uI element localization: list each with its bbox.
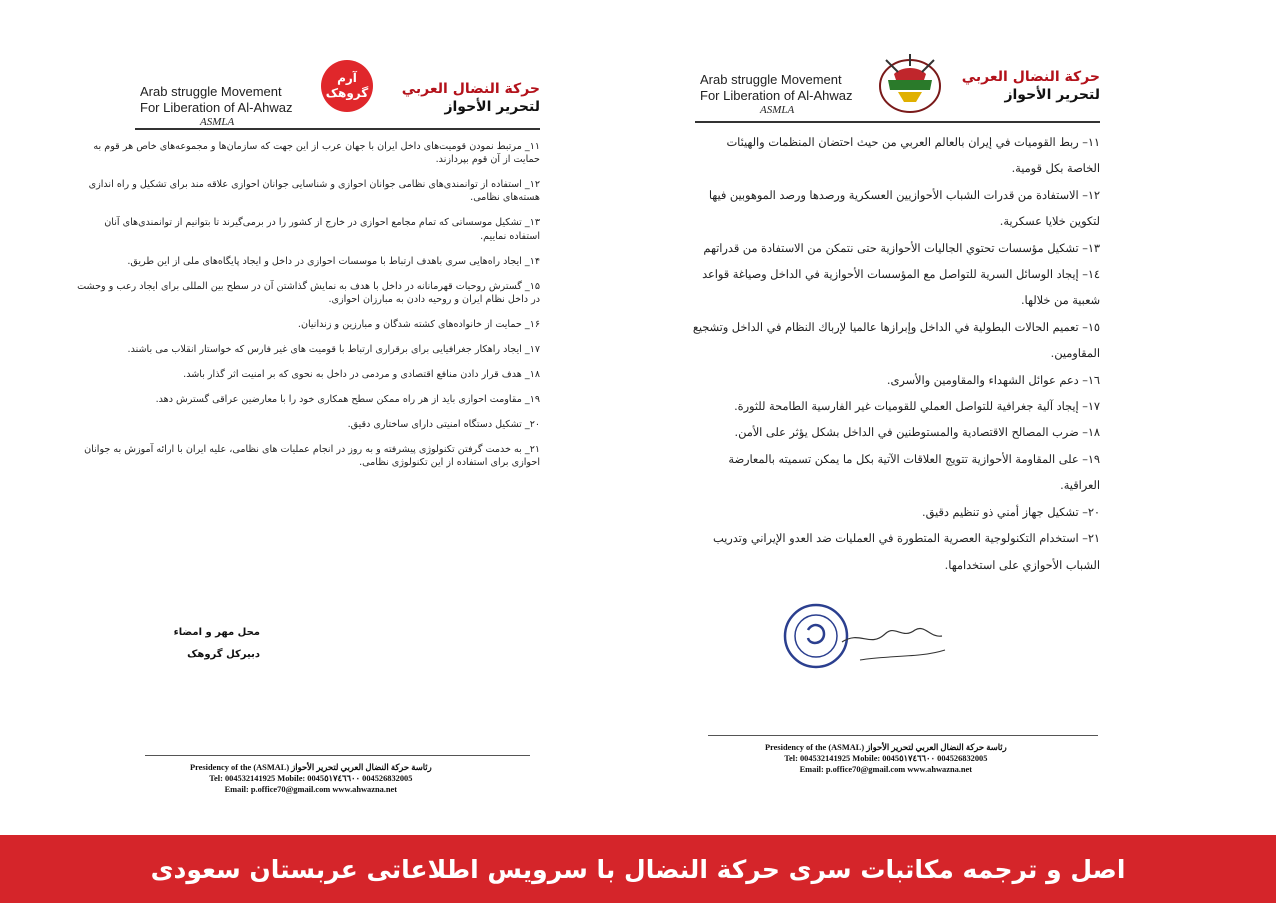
right-line: ١٣– تشكيل مؤسسات تحتوي الجاليات الأحوازية حتى نتمكن من الاستفادة من قدراتهم <box>703 241 1100 255</box>
right-header-en-line1: Arab struggle Movement <box>700 72 842 87</box>
left-header-arabic <box>380 80 540 116</box>
left-footer-line3: Email: p.office70@gmail.com www.ahwazna.net <box>224 785 398 794</box>
right-footer-line3: Email: p.office70@gmail.com www.ahwazna.net <box>799 765 973 774</box>
right-line: ٢١– استخدام التكنولوجية العصرية المتطورة في العمليات ضد العدو الإيراني وتدريب <box>713 532 1100 546</box>
official-stamp-and-signature-icon <box>780 600 950 672</box>
left-header-ar-line2: لتحرير الأحواز <box>444 99 540 115</box>
right-footer <box>765 742 1007 775</box>
left-signature-block <box>150 622 260 666</box>
right-line: ١٥– تعميم الحالات البطولية في الداخل وإبرازها عالميا لإرباك النظام في الداخل وتشجيع <box>692 320 1100 334</box>
right-header-divider <box>695 121 1100 123</box>
caption-banner <box>0 835 1276 903</box>
right-header-arabic <box>945 68 1100 104</box>
left-header-ar-line1: حركة النضال العربي <box>401 81 540 97</box>
right-header-en-abbr: ASMLA <box>760 104 795 116</box>
left-item: ۱۷_ ایجاد راهکار جغرافیایی برای برقراری ارتباط با قومیت های غیر فارس که خواستار انقلاب می باشند. <box>127 343 540 355</box>
left-body <box>75 140 540 481</box>
emblem-logo-icon <box>876 50 944 116</box>
left-item: ۱۲_ استفاده از توانمندی‌های نظامی جوانان احوازی و شناسایی جوانان احوازی علاقه مند برای تشکیل و راه اندازی هسته‌های نظامی. <box>88 179 540 204</box>
left-header-en-abbr: ASMLA <box>200 116 235 128</box>
left-item: ۱۸_ هدف قرار دادن منافع اقتصادی و مردمی در داخل به نحوی که بر امنیت اثر گذار باشد. <box>183 368 540 380</box>
right-line: ١٦– دعم عوائل الشهداء والمقاومين والأسرى. <box>886 373 1100 387</box>
left-item: ۲۱_ به خدمت گرفتن تکنولوژی پیشرفته و به روز در انجام عملیات های نظامی، علیه ایران با ارائه آموزش به جوانان احوازی برای استفاده از این تکنولوژی نظامی. <box>84 443 540 469</box>
left-footer-divider <box>145 755 530 756</box>
left-item: ۱۹_ مقاومت احوازی باید از هر راه ممکن سطح همکاری خود را با معارضین عراقی گسترش دهد. <box>155 393 540 405</box>
right-body <box>690 130 1100 579</box>
left-header-divider <box>135 128 540 130</box>
right-line: ١٧– إيجاد آلية جغرافية للتواصل العملي للقوميات غير الفارسية الطامحة للثورة. <box>734 400 1100 414</box>
left-sig-line1: محل مهر و امضاء <box>173 627 260 638</box>
right-line: ١٩– على المقاومة الأحوازية تتويج العلاقات الآتية بكل ما يمكن تسميته بالمعارضة <box>728 452 1100 466</box>
left-item: ۱۴_ ایجاد راه‌هایی سری باهدف ارتباط با موسسات احوازی در داخل و ایجاد پایگاه‌های ملی از این طریق. <box>127 255 540 267</box>
right-line: الخاصة بكل قومية. <box>1011 162 1100 176</box>
right-line: ١٤– إيجاد الوسائل السرية للتواصل مع المؤسسات الأحوازية في الداخل وصياغة قواعد <box>702 268 1100 282</box>
right-header-en-line2: For Liberation of Al-Ahwaz <box>700 88 853 103</box>
left-sig-line2: دبیرکل گروهک <box>187 649 260 660</box>
right-line: ٢٠– تشكيل جهاز أمني ذو تنظيم دقيق. <box>922 505 1100 519</box>
right-line: العراقية. <box>1060 479 1100 493</box>
left-item: ۱۱_ مرتبط نمودن قومیت‌های داخل ایران با جهان عرب از این جهت که سازمان‌ها و مجموعه‌های خاص هر قوم به حمایت از آن قوم بپردازند. <box>93 141 540 166</box>
right-line: ١٨– ضرب المصالح الاقتصادية والمستوطنين في الداخل بشكل يؤثر على الأمن. <box>734 426 1100 440</box>
left-footer-line2: Tel: 004532141925 Mobile: 0045٥١٧٤٦٦٠٠ 004526832005 <box>209 774 413 783</box>
badge-logo-label <box>321 60 373 112</box>
right-header-ar-line2: لتحرير الأحواز <box>1004 87 1100 103</box>
badge-line2: گروهک <box>325 86 369 100</box>
left-header-english <box>140 84 292 128</box>
right-header-english <box>700 72 852 116</box>
left-footer-line1: Presidency of the (ASMAL) رئاسة حركة النضال العربي لتحرير الأحواز <box>190 763 432 772</box>
left-item: ۱۵_ گسترش روحیات قهرمانانه در داخل با هدف به نمایش گذاشتن آن در سطح بین المللی برای ایجاد رعب و وحشت در داخل نظام ایران و روحیه دادن به مبارزان احوازی. <box>77 280 540 305</box>
right-line: لتكوين خلايا عسكرية. <box>999 215 1100 229</box>
right-line: شعبية من خلالها. <box>1020 294 1100 308</box>
left-item: ۱۳_ تشکیل موسساتی که تمام مجامع احوازی در خارج از کشور را در برمی‌گیرند تا بتوانیم از توانمندی‌های آنان استفاده نماییم. <box>104 217 540 242</box>
left-header-en-line1: Arab struggle Movement <box>140 84 282 99</box>
right-line: ١١– ربط القوميات في إيران بالعالم العربي من حيث احتضان المنظمات والهيئات <box>726 136 1100 149</box>
left-item: ۲۰_ تشکیل دستگاه امنیتی دارای ساختاری دقیق. <box>347 418 540 430</box>
right-footer-line1: Presidency of the (ASMAL) رئاسة حركة النضال العربي لتحرير الأحواز <box>765 743 1007 752</box>
left-item: ۱۶_ حمایت از خانواده‌های کشته شدگان و مبارزین و زندانیان. <box>297 318 540 330</box>
left-footer <box>190 762 432 795</box>
badge-line1: آرم <box>337 71 357 85</box>
right-line: المقاومين. <box>1050 347 1100 361</box>
caption-banner-text: اصل و ترجمه مکاتبات سری حرکة النضال با سرویس اطلاعاتی عربستان سعودی <box>150 854 1126 884</box>
right-line: ١٢– الاستفادة من قدرات الشباب الأحوازيين العسكرية ورصدها ورصد الموهوبين فيها <box>708 188 1100 202</box>
right-header-ar-line1: حركة النضال العربي <box>961 69 1100 85</box>
right-line: الشباب الأحوازي على استخدامها. <box>944 558 1100 572</box>
right-footer-divider <box>708 735 1098 736</box>
right-footer-line2: Tel: 004532141925 Mobile: 0045٥١٧٤٦٦٠٠ 004526832005 <box>784 754 988 763</box>
left-header-en-line2: For Liberation of Al-Ahwaz <box>140 100 293 115</box>
